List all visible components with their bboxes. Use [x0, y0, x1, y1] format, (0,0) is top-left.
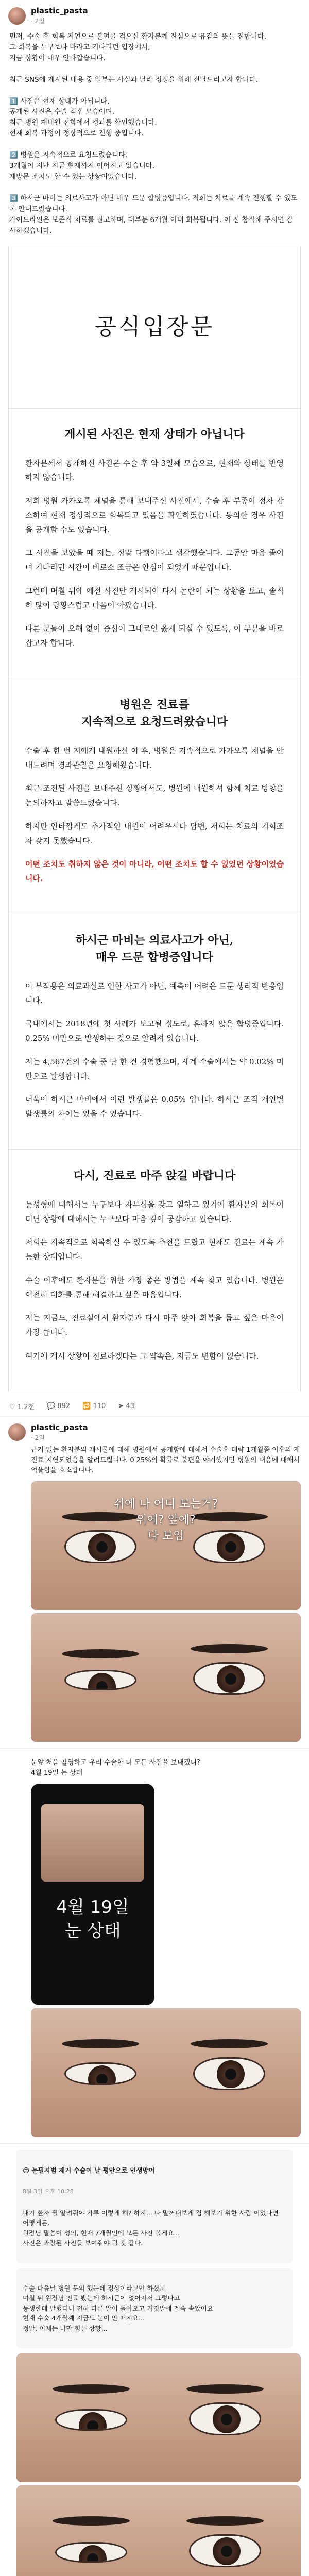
eye-photo[interactable] — [16, 2353, 301, 2482]
photo-grid — [16, 2353, 301, 2576]
section-paragraph-highlight: 어떤 조치도 취하지 않은 것이 아니라, 어떤 조치도 할 수 없었던 상황이었습니다. — [25, 859, 284, 884]
reply-text: 근거 없는 환자분의 게시물에 대해 병원에서 공개함에 대해서 수술후 대략 1개월쯤 이후의 재진료 지연되었음을 알려드립니다. 0.25%의 확률로 불편을 야기했지만 병원의 대응에 대해서 억울함을 호소합니다. — [31, 1446, 300, 1475]
username[interactable]: plastic_pasta — [31, 6, 88, 15]
photo-grid — [31, 1784, 301, 2137]
photo-overlay-text: 쉬에 나 어디 보는거? 위에? 앞에? 다 보임 — [113, 1497, 218, 1543]
avatar[interactable] — [8, 1423, 26, 1441]
like-button[interactable]: ♡ 1.2천 — [9, 1403, 35, 1411]
section-paragraph: 환자분께서 공개하신 사진은 수술 후 약 3일째 모습으로, 현재와 상태를 반영하지 않습니다. — [25, 458, 284, 482]
reply-post — [0, 1417, 309, 1749]
eye-photo[interactable] — [31, 2008, 301, 2137]
section-paragraph: 다른 분들이 오해 없이 중심이 그대로인 옳게 되실 수 있도록, 이 부분을 바로잡고자 합니다. — [25, 624, 284, 648]
statement-title: 공식입장문 — [94, 313, 215, 340]
eye-photo[interactable] — [31, 1613, 301, 1742]
post-time: · 2일 — [31, 1434, 45, 1442]
post-time: · 2일 — [31, 18, 45, 25]
section-paragraph: 수술 후 한 번 저에게 내원하신 이 후, 병원은 지속적으로 카카오톡 채널을 안내드려며 경과관찰을 요청해왔습니다. — [25, 745, 284, 770]
section-paragraph: 여기에 게시 상황이 진료하겠다는 그 약속은, 지금도 변함이 없습니다. — [25, 1351, 259, 1361]
comment-card — [16, 2150, 293, 2263]
eye-photo[interactable] — [16, 2485, 301, 2576]
repost-button[interactable]: 🔁 110 — [82, 1402, 106, 1410]
section-paragraph: 저는 지금도, 진료실에서 환자분과 다시 마주 앉아 회복을 돕고 싶은 마음이 가장 큽니다. — [25, 1313, 284, 1337]
section-paragraph: 그런데 며칠 뒤에 예전 사진만 게시되어 다시 논란이 되는 상황을 보고, 솔직히 많이 당황스럽고 마음이 아팠습니다. — [25, 586, 284, 610]
post-actions — [0, 1396, 309, 1417]
statement-section-3 — [9, 914, 300, 1149]
share-button[interactable]: ➤ 43 — [118, 1402, 134, 1410]
reply-button[interactable]: 💬 892 — [47, 1402, 71, 1410]
reply-post — [0, 1749, 309, 2144]
statement-section-2 — [9, 679, 300, 914]
username[interactable]: plastic_pasta — [31, 1422, 88, 1432]
phone-screenshot[interactable] — [31, 1784, 154, 2005]
reply-text: 눈앞 처음 촬영하고 우리 수술한 너 모든 사진을 보내겠니? 4월 19일 눈 상태 — [31, 1758, 200, 1777]
section-heading: 병원은 진료를 지속적으로 요청드려왔습니다 — [81, 698, 228, 728]
comment-head: 😢 눈필지범 제거 수술이 날 평안으로 인생망어 — [23, 2166, 155, 2174]
section-paragraph: 저희 병원 카카오톡 채널을 통해 보내주신 사진에서, 수술 후 부종이 점차 감소하여 현재 정상적으로 회복되고 있음을 확인하였습니다. 동의한 경우 사진을 공개할 수도 있습니다. — [25, 496, 284, 534]
statement-card — [8, 246, 301, 1392]
statement-section-1 — [9, 408, 300, 679]
section-paragraph: 이 부작용은 의료과실로 인한 사고가 아닌, 예측이 어려운 드문 생리적 반응입니다. — [25, 981, 284, 1005]
section-heading: 다시, 진료로 마주 앉길 바랍니다 — [73, 1168, 236, 1182]
phone-caption: 4월 19일 눈 상태 — [56, 1897, 129, 1942]
section-paragraph: 저는 4,567건의 수술 중 단 한 건 경험했으며, 세계 수술에서는 약 0.02% 미만으로 발생합니다. — [25, 1057, 284, 1081]
comment-card — [16, 2268, 293, 2349]
section-paragraph: 눈성형에 대해서는 누구보다 자부심을 갖고 일하고 있기에 환자분의 회복이 더딘 상황에 대해서는 누구보다 마음 깊이 공감하고 있습니다. — [25, 1199, 284, 1224]
avatar[interactable] — [8, 7, 26, 25]
section-paragraph: 저희는 지속적으로 회복하실 수 있도록 추천을 드렸고 현재도 진료는 계속 가능한 상태입니다. — [25, 1238, 284, 1262]
post-header — [0, 0, 309, 28]
comment-text: 내가 환자 뭘 알려줘야 가루 이렇게 해? 하지... 나 말꺼내보게 짐 해보기 위한 사람 이었다면 어떻게든. 원장님 말씀이 성의, 현재 7개월인데 모든 사진 볼게요... 사진은 과장된 사진들 보여줘야 될 것 같다. — [23, 2209, 279, 2247]
section-paragraph: 하지만 안타깝게도 추가적인 내원이 어려우시다 답변, 저희는 치료의 기회조차 갖지 못했습니다. — [25, 821, 284, 845]
comment-meta: 8월 3일 오후 10:28 — [23, 2188, 74, 2195]
section-heading: 게시된 사진은 현재 상태가 아닙니다 — [64, 427, 245, 441]
section-paragraph: 수술 이후에도 환자분을 위한 가장 좋은 방법을 계속 찾고 있습니다. 병원은 여전히 대화를 통해 해결하고 싶은 마음입니다. — [25, 1275, 284, 1299]
section-heading: 하시근 마비는 의료사고가 아닌, 매우 드문 합병증입니다 — [75, 933, 234, 964]
comment-text: 수술 다음날 병원 문의 했는데 정상이라고만 하셨고 며칠 뒤 원장님 진료 봤는데 하시근이 없어져서 그렇다고 동생한테 말했더니 전혀 다른 말이 돌아오고 거짓말에 계속 속았어요 현재 수술 4개월째 지금도 눈이 안 떠져요... 정말, 이제는 나만 힘든 상황... — [23, 2284, 213, 2332]
section-paragraph: 더욱이 하시근 마비에서 이런 발생률은 0.05% 입니다. 하시근 조직 개인별 발생률의 차이는 있을 수 있습니다. — [25, 1095, 284, 1119]
photo-grid — [31, 1481, 301, 1742]
section-paragraph: 국내에서는 2018년에 첫 사례가 보고될 정도로, 흔하지 않은 합병증입니다. 0.25% 미만으로 발생하는 것으로 알려져 있습니다. — [25, 1019, 284, 1043]
statement-section-4 — [9, 1149, 300, 1392]
section-paragraph: 그 사진을 보았을 때 저는, 정말 다행이라고 생각했습니다. 그동안 마음 졸이며 기다리던 시간이 비로소 조금은 안심이 되었기 때문입니다. — [25, 548, 284, 572]
reply-header — [8, 1423, 301, 1442]
comment-thread — [0, 2144, 309, 2576]
post-text: 먼저, 수술 후 회복 지연으로 불편을 겪으신 환자분께 진심으로 유감의 뜻을 전합니다. 그 회복을 누구보다 바라고 기다리던 입장에서, 지금 상황이 매우 안타깝습니다. 최근 SNS에 게시된 내용 중 일부는 사실과 달라 정정을 위해 전달드리고자 합니다. 1️⃣ 사진은 현재 상태가 아닙니다. 공개된 사진은 수술 직후 모습이며, 최근 병원 재내원 전화에서 경과를 확인했습니다. 현재 회복 과정이 정상적으로 진행 중입니다. 2️⃣ 병원은 지속적으로 요청드렸습니다. 3개월이 지난 지금 현재까지 이어지고 있습니다. 재방문 조치도 할 수 있는 상황이었습니다. 3️⃣ 하시근 마비는 의료사고가 아닌 매우 드문 합병증입니다. 저희는 치료를 계속 진행할 수 있도록 안내드렸습니다. 가이드라인은 보존적 치료를 권고하며, 대부분 6개월 이내 회복됩니다. 이 점 참작해 주시면 감사하겠습니다. — [9, 32, 298, 235]
eye-photo[interactable] — [31, 1481, 301, 1610]
section-paragraph: 최근 조전된 사진을 보내주신 상황에서도, 병원에 내원하셔 함께 치료 방향을 논의하자고 말씀드렸습니다. — [25, 784, 284, 808]
